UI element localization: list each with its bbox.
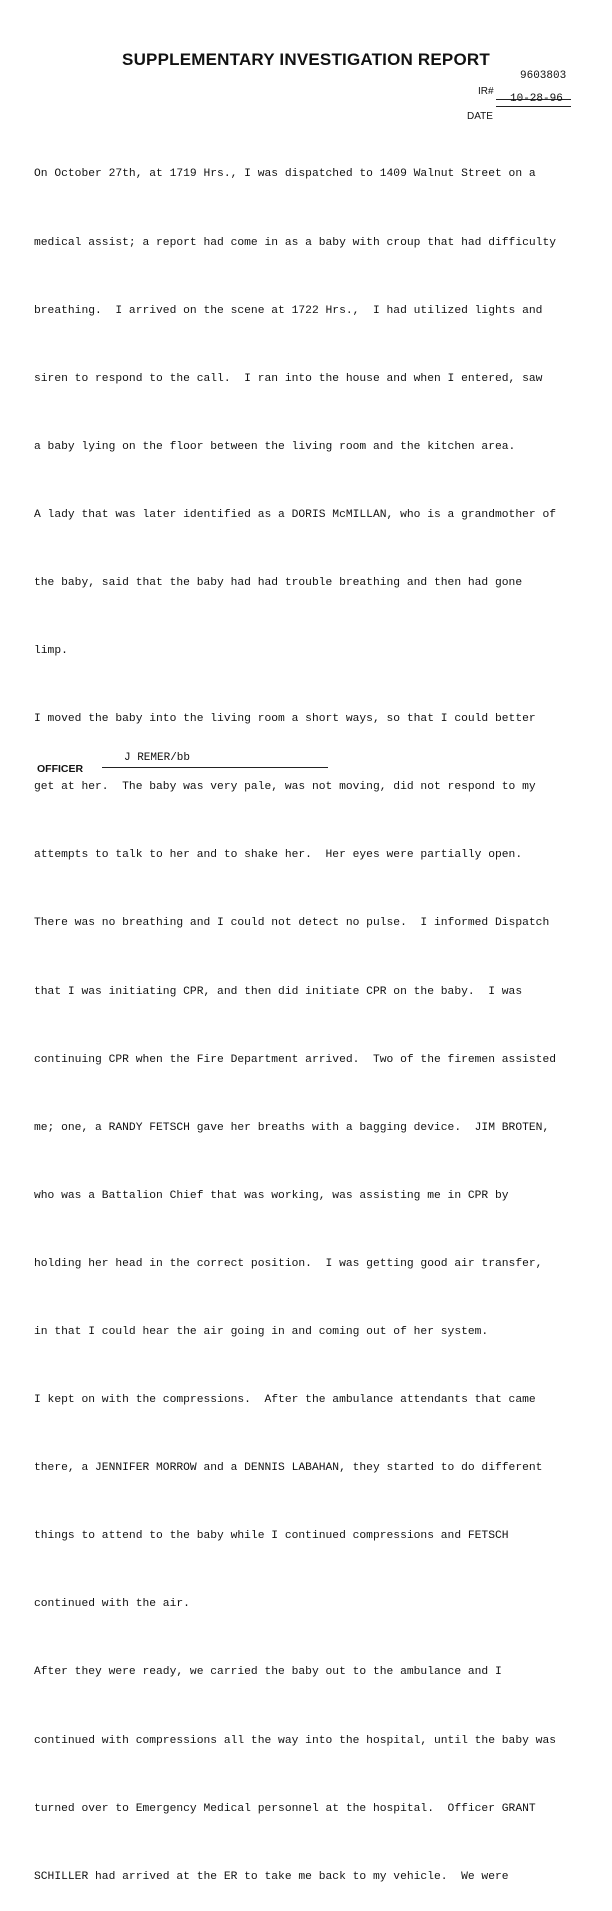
body-line: get at her. The baby was very pale, was not moving, did not respond to my [34, 781, 536, 794]
body-line: A lady that was later identified as a DORIS McMILLAN, who is a grandmother of [34, 508, 557, 521]
officer-underline [102, 767, 328, 768]
report-body [34, 118, 594, 1911]
body-line: I moved the baby into the living room a short ways, so that I could better [34, 713, 536, 726]
body-line: On October 27th, at 1719 Hrs., I was dispatched to 1409 Walnut Street on a [34, 168, 536, 181]
date-value: 10-28-96 [510, 93, 563, 105]
body-line: continued with the air. [34, 1598, 190, 1611]
body-line: a baby lying on the floor between the living room and the kitchen area. [34, 440, 516, 453]
body-line: turned over to Emergency Medical personnel at the hospital. Officer GRANT [34, 1802, 536, 1815]
body-line: me; one, a RANDY FETSCH gave her breaths with a bagging device. JIM BROTEN, [34, 1121, 550, 1134]
ir-label: IR# [478, 86, 494, 97]
body-line: SCHILLER had arrived at the ER to take me back to my vehicle. We were [34, 1870, 509, 1883]
body-line: holding her head in the correct position. I was getting good air transfer, [34, 1257, 543, 1270]
body-line: limp. [34, 645, 68, 658]
body-line: the baby, said that the baby had had trouble breathing and then had gone [34, 576, 523, 589]
body-line: After they were ready, we carried the baby out to the ambulance and I [34, 1666, 502, 1679]
report-title: SUPPLEMENTARY INVESTIGATION REPORT [122, 50, 490, 69]
body-line: continuing CPR when the Fire Department arrived. Two of the firemen assisted [34, 1053, 557, 1066]
body-line: attempts to talk to her and to shake her. Her eyes were partially open. [34, 849, 523, 862]
date-label: DATE [467, 111, 493, 122]
body-line: in that I could hear the air going in and coming out of her system. [34, 1326, 489, 1338]
date-underline [496, 106, 571, 107]
body-line: continued with compressions all the way into the hospital, until the baby was [34, 1734, 557, 1747]
body-line: that I was initiating CPR, and then did initiate CPR on the baby. I was [34, 985, 523, 998]
body-line: who was a Battalion Chief that was working, was assisting me in CPR by [34, 1189, 509, 1202]
body-line: breathing. I arrived on the scene at 1722 Hrs., I had utilized lights and [34, 304, 543, 317]
body-line: I kept on with the compressions. After the ambulance attendants that came [34, 1394, 536, 1407]
body-line: things to attend to the baby while I continued compressions and FETSCH [34, 1530, 509, 1543]
body-line: there, a JENNIFER MORROW and a DENNIS LABAHAN, they started to do different [34, 1462, 543, 1475]
officer-value: J REMER/bb [124, 752, 191, 764]
body-line: medical assist; a report had come in as a baby with croup that had difficulty [34, 236, 557, 249]
body-line: There was no breathing and I could not detect no pulse. I informed Dispatch [34, 917, 550, 930]
body-line: siren to respond to the call. I ran into the house and when I entered, saw [34, 372, 543, 385]
officer-label: OFFICER [37, 763, 84, 775]
ir-number: 9603803 [520, 70, 567, 82]
